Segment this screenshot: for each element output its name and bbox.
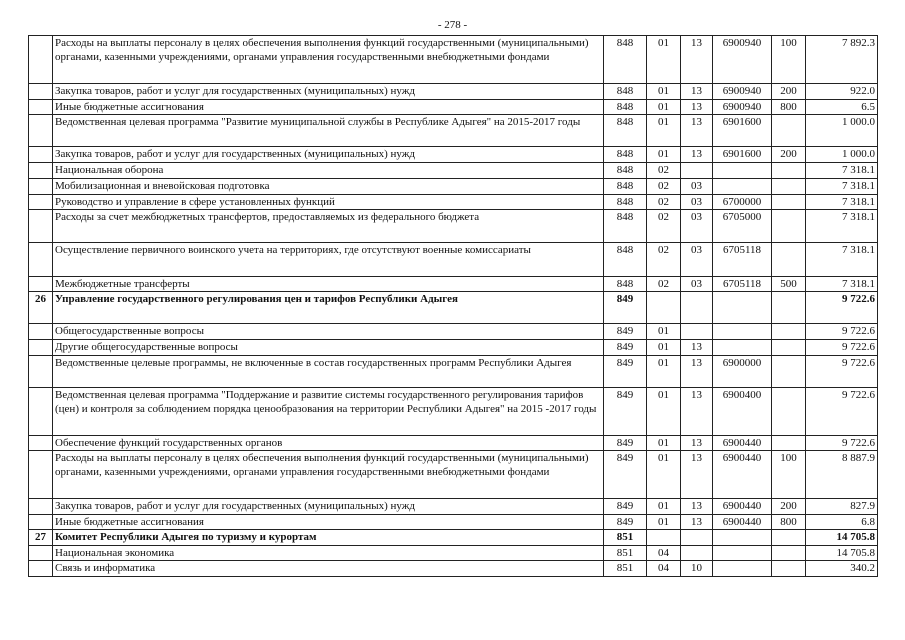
cell-ved: 849 xyxy=(604,340,647,356)
cell-pr: 03 xyxy=(681,179,713,195)
cell-rz: 02 xyxy=(647,277,681,292)
cell-vr: 500 xyxy=(772,277,806,292)
cell-num xyxy=(29,210,53,243)
cell-vr xyxy=(772,561,806,577)
cell-ved: 849 xyxy=(604,292,647,324)
cell-csr: 6901600 xyxy=(713,147,772,163)
cell-csr: 6900440 xyxy=(713,515,772,530)
cell-sum: 9 722.6 xyxy=(806,340,878,356)
cell-num xyxy=(29,195,53,210)
cell-rz: 02 xyxy=(647,179,681,195)
table-row xyxy=(29,436,878,451)
cell-csr xyxy=(713,324,772,340)
cell-num xyxy=(29,515,53,530)
cell-name: Ведомственная целевая программа "Развитие муниципальной службы в Республике Адыгея" на 2015-2017 годы xyxy=(53,115,604,147)
cell-vr xyxy=(772,292,806,324)
cell-num xyxy=(29,179,53,195)
cell-num xyxy=(29,36,53,84)
cell-rz: 01 xyxy=(647,499,681,515)
table-row xyxy=(29,530,878,546)
cell-ved: 849 xyxy=(604,499,647,515)
cell-csr: 6705118 xyxy=(713,277,772,292)
cell-num xyxy=(29,388,53,436)
cell-rz: 04 xyxy=(647,561,681,577)
cell-num xyxy=(29,324,53,340)
cell-name: Ведомственная целевая программа "Поддержание и развитие системы государственного регулирования тарифов (цен) и контроля за соблюдением порядка ценообразования на территории Республики Адыгея" на 2015 -2017 годы xyxy=(53,388,604,436)
cell-ved: 849 xyxy=(604,388,647,436)
cell-num xyxy=(29,100,53,115)
cell-vr: 200 xyxy=(772,84,806,100)
cell-csr: 6900440 xyxy=(713,436,772,451)
cell-ved: 848 xyxy=(604,243,647,277)
cell-sum: 9 722.6 xyxy=(806,356,878,388)
cell-name: Закупка товаров, работ и услуг для государственных (муниципальных) нужд xyxy=(53,84,604,100)
cell-csr xyxy=(713,340,772,356)
table-row xyxy=(29,561,878,577)
cell-csr: 6901600 xyxy=(713,115,772,147)
table-row xyxy=(29,388,878,436)
cell-ved: 848 xyxy=(604,147,647,163)
cell-ved: 851 xyxy=(604,530,647,546)
cell-vr: 100 xyxy=(772,36,806,84)
cell-rz: 01 xyxy=(647,340,681,356)
cell-name: Общегосударственные вопросы xyxy=(53,324,604,340)
cell-vr xyxy=(772,115,806,147)
cell-pr: 13 xyxy=(681,356,713,388)
cell-name: Закупка товаров, работ и услуг для государственных (муниципальных) нужд xyxy=(53,499,604,515)
cell-csr: 6705118 xyxy=(713,243,772,277)
cell-pr: 13 xyxy=(681,436,713,451)
cell-vr: 200 xyxy=(772,147,806,163)
cell-ved: 849 xyxy=(604,324,647,340)
cell-vr xyxy=(772,388,806,436)
cell-name: Обеспечение функций государственных органов xyxy=(53,436,604,451)
cell-name: Другие общегосударственные вопросы xyxy=(53,340,604,356)
cell-csr: 6900940 xyxy=(713,84,772,100)
cell-sum: 1 000.0 xyxy=(806,147,878,163)
cell-sum: 7 318.1 xyxy=(806,277,878,292)
table-row xyxy=(29,546,878,561)
cell-name: Национальная оборона xyxy=(53,163,604,179)
cell-pr: 13 xyxy=(681,388,713,436)
cell-pr: 13 xyxy=(681,36,713,84)
cell-pr: 13 xyxy=(681,147,713,163)
cell-rz: 01 xyxy=(647,324,681,340)
cell-num xyxy=(29,561,53,577)
cell-sum: 9 722.6 xyxy=(806,436,878,451)
table-row xyxy=(29,179,878,195)
cell-rz: 02 xyxy=(647,163,681,179)
cell-ved: 848 xyxy=(604,163,647,179)
cell-csr: 6900400 xyxy=(713,388,772,436)
table-row xyxy=(29,451,878,499)
cell-pr: 13 xyxy=(681,100,713,115)
cell-rz: 01 xyxy=(647,388,681,436)
cell-num xyxy=(29,499,53,515)
cell-sum: 6.8 xyxy=(806,515,878,530)
cell-vr xyxy=(772,163,806,179)
cell-num xyxy=(29,84,53,100)
cell-csr xyxy=(713,561,772,577)
cell-sum: 922.0 xyxy=(806,84,878,100)
cell-pr xyxy=(681,163,713,179)
cell-rz: 01 xyxy=(647,84,681,100)
table-row xyxy=(29,499,878,515)
table-row xyxy=(29,340,878,356)
cell-sum: 1 000.0 xyxy=(806,115,878,147)
cell-vr: 800 xyxy=(772,100,806,115)
cell-csr xyxy=(713,292,772,324)
cell-vr: 100 xyxy=(772,451,806,499)
cell-ved: 848 xyxy=(604,36,647,84)
table-row xyxy=(29,100,878,115)
cell-ved: 848 xyxy=(604,84,647,100)
cell-sum: 7 318.1 xyxy=(806,195,878,210)
cell-num xyxy=(29,356,53,388)
cell-ved: 848 xyxy=(604,277,647,292)
page-number: - 278 - xyxy=(437,19,468,31)
table-row xyxy=(29,324,878,340)
cell-vr xyxy=(772,243,806,277)
cell-name: Иные бюджетные ассигнования xyxy=(53,515,604,530)
cell-csr: 6900440 xyxy=(713,451,772,499)
cell-num: 27 xyxy=(29,530,53,546)
cell-pr xyxy=(681,324,713,340)
cell-sum: 7 318.1 xyxy=(806,243,878,277)
cell-name: Мобилизационная и вневойсковая подготовка xyxy=(53,179,604,195)
table-row xyxy=(29,163,878,179)
cell-sum: 9 722.6 xyxy=(806,292,878,324)
table-row xyxy=(29,36,878,84)
cell-vr xyxy=(772,179,806,195)
cell-csr: 6900940 xyxy=(713,36,772,84)
cell-ved: 849 xyxy=(604,436,647,451)
cell-csr: 6700000 xyxy=(713,195,772,210)
cell-pr: 03 xyxy=(681,243,713,277)
cell-rz: 01 xyxy=(647,147,681,163)
cell-vr xyxy=(772,530,806,546)
cell-rz xyxy=(647,292,681,324)
cell-rz xyxy=(647,530,681,546)
cell-sum: 8 887.9 xyxy=(806,451,878,499)
cell-pr xyxy=(681,292,713,324)
cell-ved: 848 xyxy=(604,195,647,210)
cell-num: 26 xyxy=(29,292,53,324)
cell-name: Комитет Республики Адыгея по туризму и курортам xyxy=(53,530,604,546)
cell-pr: 13 xyxy=(681,451,713,499)
cell-sum: 827.9 xyxy=(806,499,878,515)
cell-rz: 02 xyxy=(647,195,681,210)
cell-name: Ведомственные целевые программы, не включенные в состав государственных программ Республики Адыгея xyxy=(53,356,604,388)
cell-pr: 13 xyxy=(681,515,713,530)
cell-rz: 01 xyxy=(647,436,681,451)
cell-ved: 851 xyxy=(604,546,647,561)
cell-ved: 849 xyxy=(604,451,647,499)
cell-csr xyxy=(713,546,772,561)
cell-pr: 13 xyxy=(681,84,713,100)
table-row xyxy=(29,195,878,210)
cell-num xyxy=(29,546,53,561)
cell-vr xyxy=(772,340,806,356)
cell-rz: 01 xyxy=(647,451,681,499)
cell-vr: 800 xyxy=(772,515,806,530)
cell-sum: 14 705.8 xyxy=(806,546,878,561)
cell-pr: 03 xyxy=(681,210,713,243)
table-row xyxy=(29,243,878,277)
cell-vr xyxy=(772,324,806,340)
cell-pr xyxy=(681,530,713,546)
table-row xyxy=(29,115,878,147)
table-row xyxy=(29,292,878,324)
cell-num xyxy=(29,436,53,451)
table-row xyxy=(29,356,878,388)
cell-rz: 02 xyxy=(647,210,681,243)
cell-rz: 02 xyxy=(647,243,681,277)
cell-csr xyxy=(713,163,772,179)
cell-name: Осуществление первичного воинского учета на территориях, где отсутствуют военные комиссариаты xyxy=(53,243,604,277)
cell-ved: 848 xyxy=(604,115,647,147)
cell-sum: 7 318.1 xyxy=(806,210,878,243)
cell-rz: 01 xyxy=(647,100,681,115)
cell-csr: 6900000 xyxy=(713,356,772,388)
cell-name: Национальная экономика xyxy=(53,546,604,561)
table-row xyxy=(29,84,878,100)
cell-vr xyxy=(772,436,806,451)
cell-num xyxy=(29,340,53,356)
cell-ved: 848 xyxy=(604,179,647,195)
cell-name: Закупка товаров, работ и услуг для государственных (муниципальных) нужд xyxy=(53,147,604,163)
cell-vr xyxy=(772,210,806,243)
table-body xyxy=(29,36,878,577)
table-row xyxy=(29,515,878,530)
cell-pr: 13 xyxy=(681,340,713,356)
cell-csr xyxy=(713,530,772,546)
cell-pr: 13 xyxy=(681,499,713,515)
cell-pr: 03 xyxy=(681,195,713,210)
cell-rz: 01 xyxy=(647,356,681,388)
table-row xyxy=(29,277,878,292)
table-row xyxy=(29,147,878,163)
cell-num xyxy=(29,243,53,277)
cell-vr xyxy=(772,546,806,561)
cell-csr: 6900440 xyxy=(713,499,772,515)
cell-name: Расходы на выплаты персоналу в целях обеспечения выполнения функций государственными (муниципальными) органами, казенными учреждениями, органами управления государственными внебюджетными фондами xyxy=(53,36,604,84)
budget-table xyxy=(28,35,878,577)
cell-csr: 6900940 xyxy=(713,100,772,115)
cell-sum: 9 722.6 xyxy=(806,324,878,340)
cell-pr: 03 xyxy=(681,277,713,292)
cell-sum: 7 318.1 xyxy=(806,163,878,179)
cell-ved: 849 xyxy=(604,515,647,530)
cell-pr: 10 xyxy=(681,561,713,577)
cell-sum: 9 722.6 xyxy=(806,388,878,436)
cell-name: Расходы на выплаты персоналу в целях обеспечения выполнения функций государственными (муниципальными) органами, казенными учреждениями, органами управления государственными внебюджетными фондами xyxy=(53,451,604,499)
cell-num xyxy=(29,147,53,163)
cell-csr: 6705000 xyxy=(713,210,772,243)
cell-num xyxy=(29,277,53,292)
cell-name: Управление государственного регулирования цен и тарифов Республики Адыгея xyxy=(53,292,604,324)
cell-rz: 01 xyxy=(647,515,681,530)
cell-vr xyxy=(772,195,806,210)
cell-rz: 01 xyxy=(647,115,681,147)
cell-rz: 04 xyxy=(647,546,681,561)
cell-rz: 01 xyxy=(647,36,681,84)
cell-sum: 7 318.1 xyxy=(806,179,878,195)
cell-name: Связь и информатика xyxy=(53,561,604,577)
cell-vr xyxy=(772,356,806,388)
cell-ved: 851 xyxy=(604,561,647,577)
cell-sum: 7 892.3 xyxy=(806,36,878,84)
cell-name: Руководство и управление в сфере установленных функций xyxy=(53,195,604,210)
cell-num xyxy=(29,451,53,499)
cell-ved: 848 xyxy=(604,100,647,115)
cell-sum: 14 705.8 xyxy=(806,530,878,546)
cell-sum: 340.2 xyxy=(806,561,878,577)
cell-sum: 6.5 xyxy=(806,100,878,115)
table-row xyxy=(29,210,878,243)
cell-num xyxy=(29,163,53,179)
cell-vr: 200 xyxy=(772,499,806,515)
cell-ved: 849 xyxy=(604,356,647,388)
cell-name: Иные бюджетные ассигнования xyxy=(53,100,604,115)
cell-csr xyxy=(713,179,772,195)
cell-name: Межбюджетные трансферты xyxy=(53,277,604,292)
cell-num xyxy=(29,115,53,147)
cell-ved: 848 xyxy=(604,210,647,243)
cell-pr xyxy=(681,546,713,561)
cell-name: Расходы за счет межбюджетных трансфертов, предоставляемых из федерального бюджета xyxy=(53,210,604,243)
cell-pr: 13 xyxy=(681,115,713,147)
